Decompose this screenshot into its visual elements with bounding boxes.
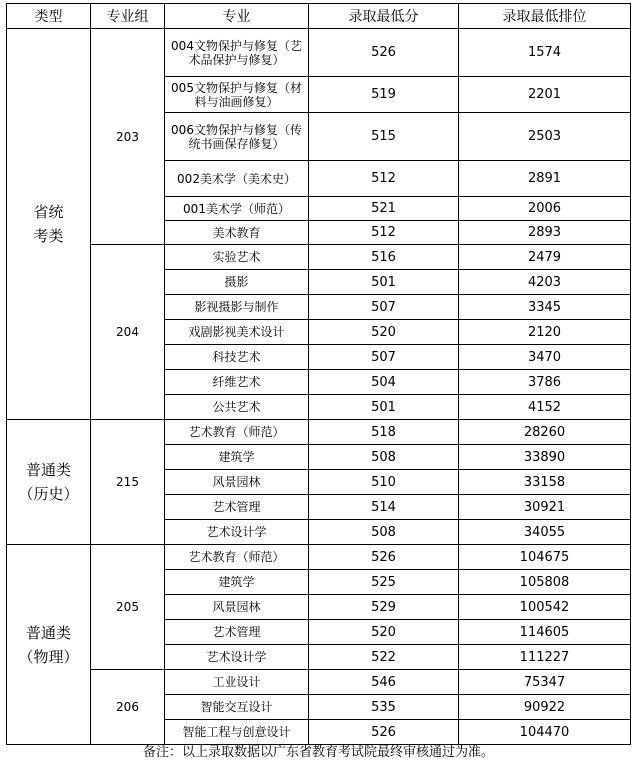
min-score-cell: 525 <box>309 570 459 595</box>
category-cell: 普通类 （历史） <box>7 420 91 545</box>
major-cell: 工业设计 <box>165 670 309 695</box>
header-type: 类型 <box>7 4 91 29</box>
major-cell: 001美术学（师范） <box>165 197 309 221</box>
header-min-rank: 录取最低排位 <box>459 4 631 29</box>
major-cell: 戏剧影视美术设计 <box>165 320 309 345</box>
min-rank-cell: 3345 <box>459 295 631 320</box>
table-row <box>7 245 631 270</box>
header-group: 专业组 <box>91 4 165 29</box>
min-rank-cell: 90922 <box>459 695 631 720</box>
min-score-cell: 514 <box>309 495 459 520</box>
min-rank-cell: 2893 <box>459 221 631 245</box>
major-cell: 纤维艺术 <box>165 370 309 395</box>
min-score-cell: 520 <box>309 620 459 645</box>
min-score-cell: 516 <box>309 245 459 270</box>
min-rank-cell: 114605 <box>459 620 631 645</box>
major-cell: 002美术学（美术史） <box>165 161 309 197</box>
min-rank-cell: 2891 <box>459 161 631 197</box>
group-cell: 206 <box>91 670 165 745</box>
major-cell: 艺术设计学 <box>165 520 309 545</box>
major-cell: 艺术管理 <box>165 620 309 645</box>
major-cell: 科技艺术 <box>165 345 309 370</box>
min-score-cell: 501 <box>309 270 459 295</box>
min-rank-cell: 2201 <box>459 77 631 113</box>
major-cell: 建筑学 <box>165 570 309 595</box>
major-cell: 公共艺术 <box>165 395 309 420</box>
min-score-cell: 507 <box>309 295 459 320</box>
table-row <box>7 545 631 570</box>
major-cell: 艺术教育（师范） <box>165 420 309 445</box>
table-row <box>7 29 631 77</box>
min-rank-cell: 104675 <box>459 545 631 570</box>
category-cell: 普通类 （物理） <box>7 545 91 745</box>
admission-table <box>6 3 631 745</box>
major-cell: 建筑学 <box>165 445 309 470</box>
min-rank-cell: 2479 <box>459 245 631 270</box>
major-cell: 艺术管理 <box>165 495 309 520</box>
min-rank-cell: 30921 <box>459 495 631 520</box>
major-cell: 影视摄影与制作 <box>165 295 309 320</box>
group-cell: 203 <box>91 29 165 245</box>
footnote: 备注：以上录取数据以广东省教育考试院最终审核通过为准。 <box>142 745 494 760</box>
min-score-cell: 510 <box>309 470 459 495</box>
min-score-cell: 515 <box>309 113 459 161</box>
min-rank-cell: 2120 <box>459 320 631 345</box>
min-score-cell: 508 <box>309 445 459 470</box>
min-score-cell: 546 <box>309 670 459 695</box>
min-score-cell: 529 <box>309 595 459 620</box>
min-score-cell: 522 <box>309 645 459 670</box>
min-rank-cell: 2503 <box>459 113 631 161</box>
table-body <box>7 29 631 745</box>
group-cell: 215 <box>91 420 165 545</box>
major-cell: 风景园林 <box>165 470 309 495</box>
min-rank-cell: 111227 <box>459 645 631 670</box>
table-row <box>7 420 631 445</box>
table-row <box>7 670 631 695</box>
min-score-cell: 520 <box>309 320 459 345</box>
min-score-cell: 508 <box>309 520 459 545</box>
major-cell: 006文物保护与修复（传统书画保存修复） <box>165 113 309 161</box>
group-cell: 205 <box>91 545 165 670</box>
major-cell: 实验艺术 <box>165 245 309 270</box>
header-min-score: 录取最低分 <box>309 4 459 29</box>
group-cell: 204 <box>91 245 165 420</box>
min-score-cell: 519 <box>309 77 459 113</box>
min-rank-cell: 100542 <box>459 595 631 620</box>
min-rank-cell: 33158 <box>459 470 631 495</box>
min-rank-cell: 4203 <box>459 270 631 295</box>
min-score-cell: 512 <box>309 221 459 245</box>
min-score-cell: 512 <box>309 161 459 197</box>
header-row <box>7 4 631 29</box>
admission-table-container <box>6 3 630 745</box>
min-score-cell: 507 <box>309 345 459 370</box>
min-rank-cell: 3786 <box>459 370 631 395</box>
major-cell: 艺术教育（师范） <box>165 545 309 570</box>
min-rank-cell: 4152 <box>459 395 631 420</box>
major-cell: 智能工程与创意设计 <box>165 720 309 745</box>
major-cell: 005文物保护与修复（材料与油画修复） <box>165 77 309 113</box>
min-rank-cell: 2006 <box>459 197 631 221</box>
major-cell: 004文物保护与修复（艺术品保护与修复） <box>165 29 309 77</box>
min-score-cell: 501 <box>309 395 459 420</box>
min-score-cell: 526 <box>309 545 459 570</box>
min-rank-cell: 75347 <box>459 670 631 695</box>
major-cell: 智能交互设计 <box>165 695 309 720</box>
min-rank-cell: 105808 <box>459 570 631 595</box>
major-cell: 美术教育 <box>165 221 309 245</box>
min-rank-cell: 104470 <box>459 720 631 745</box>
major-cell: 风景园林 <box>165 595 309 620</box>
min-rank-cell: 3470 <box>459 345 631 370</box>
min-score-cell: 535 <box>309 695 459 720</box>
min-rank-cell: 1574 <box>459 29 631 77</box>
min-score-cell: 526 <box>309 29 459 77</box>
min-score-cell: 526 <box>309 720 459 745</box>
min-score-cell: 521 <box>309 197 459 221</box>
header-major: 专业 <box>165 4 309 29</box>
min-rank-cell: 33890 <box>459 445 631 470</box>
min-score-cell: 518 <box>309 420 459 445</box>
major-cell: 艺术设计学 <box>165 645 309 670</box>
major-cell: 摄影 <box>165 270 309 295</box>
min-rank-cell: 28260 <box>459 420 631 445</box>
min-score-cell: 504 <box>309 370 459 395</box>
category-cell: 省统 考类 <box>7 29 91 420</box>
min-rank-cell: 34055 <box>459 520 631 545</box>
